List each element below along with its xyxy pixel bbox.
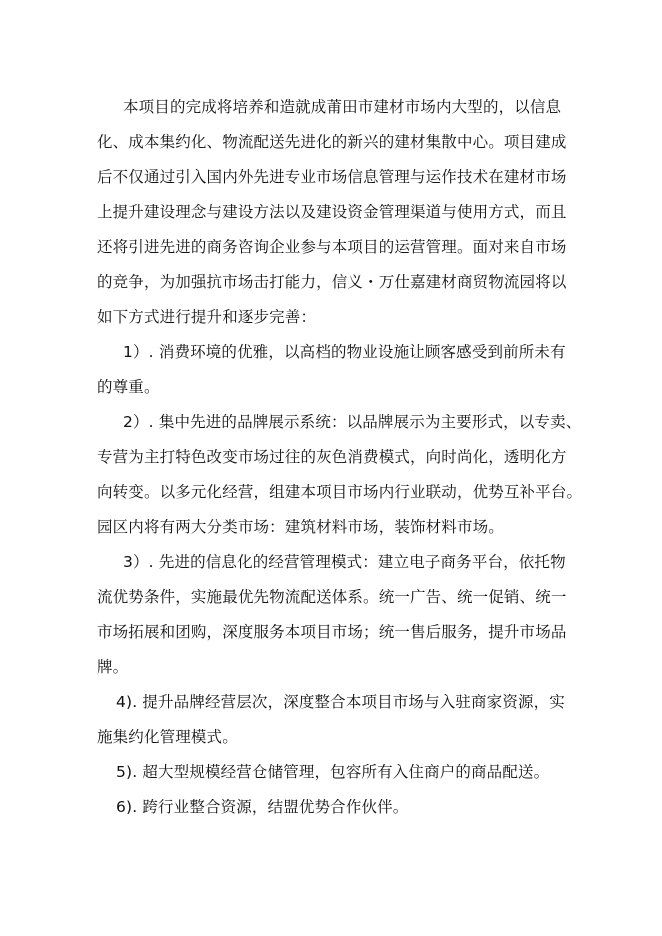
list-item-2-line: 向转变。以多元化经营，组建本项目市场内行业联动，优势互补平台。: [97, 483, 583, 501]
text-line: 如下方式进行提升和逐步完善：: [97, 308, 317, 326]
list-item-2-line: 专营为主打特色改变市场过往的灰色消费模式，向时尚化，透明化方: [97, 448, 567, 466]
list-item-4-line: 4). 提升品牌经营层次，深度整合本项目市场与入驻商家资源，实: [116, 693, 565, 711]
text-line: 本项目的完成将培养和造就成莆田市建材市场内大型的，以信息: [123, 98, 562, 116]
text-line: 后不仅通过引入国内外先进专业市场信息管理与运作技术在建材市场: [97, 168, 567, 186]
text-line: 还将引进先进的商务咨询企业参与本项目的运营管理。面对来自市场: [97, 238, 567, 256]
list-item-1-line: 的尊重。: [97, 378, 160, 396]
text-line: 的竞争，为加强抗市场击打能力，信义・万仕嘉建材商贸物流园将以: [97, 273, 567, 291]
list-item-6-line: 6). 跨行业整合资源，结盟优势合作伙伴。: [116, 798, 409, 816]
list-item-3-line: 市场拓展和团购，深度服务本项目市场；统一售后服务，提升市场品: [97, 623, 567, 641]
list-item-4-line: 施集约化管理模式。: [97, 728, 238, 746]
list-item-3-line: 牌。: [97, 658, 129, 676]
text-line: 化、成本集约化、物流配送先进化的新兴的建材集散中心。项目建成: [97, 133, 567, 151]
list-item-5-line: 5). 超大型规模经营仓储管理，包容所有入住商户的商品配送。: [116, 763, 550, 781]
text-line: 上提升建设理念与建设方法以及建设资金管理渠道与使用方式，而且: [97, 203, 567, 221]
list-item-3-line: 流优势条件，实施最优先物流配送体系。统一广告、统一促销、统一: [97, 588, 567, 606]
list-item-1-line: 1）. 消费环境的优雅，以高档的物业设施让顾客感受到前所未有: [123, 343, 566, 361]
list-item-2-line: 2）. 集中先进的品牌展示系统：以品牌展示为主要形式，以专卖、: [123, 413, 582, 431]
list-item-2-line: 园区内将有两大分类市场：建筑材料市场，装饰材料市场。: [97, 518, 504, 536]
list-item-3-line: 3）. 先进的信息化的经营管理模式：建立电子商务平台，依托物: [123, 553, 566, 571]
